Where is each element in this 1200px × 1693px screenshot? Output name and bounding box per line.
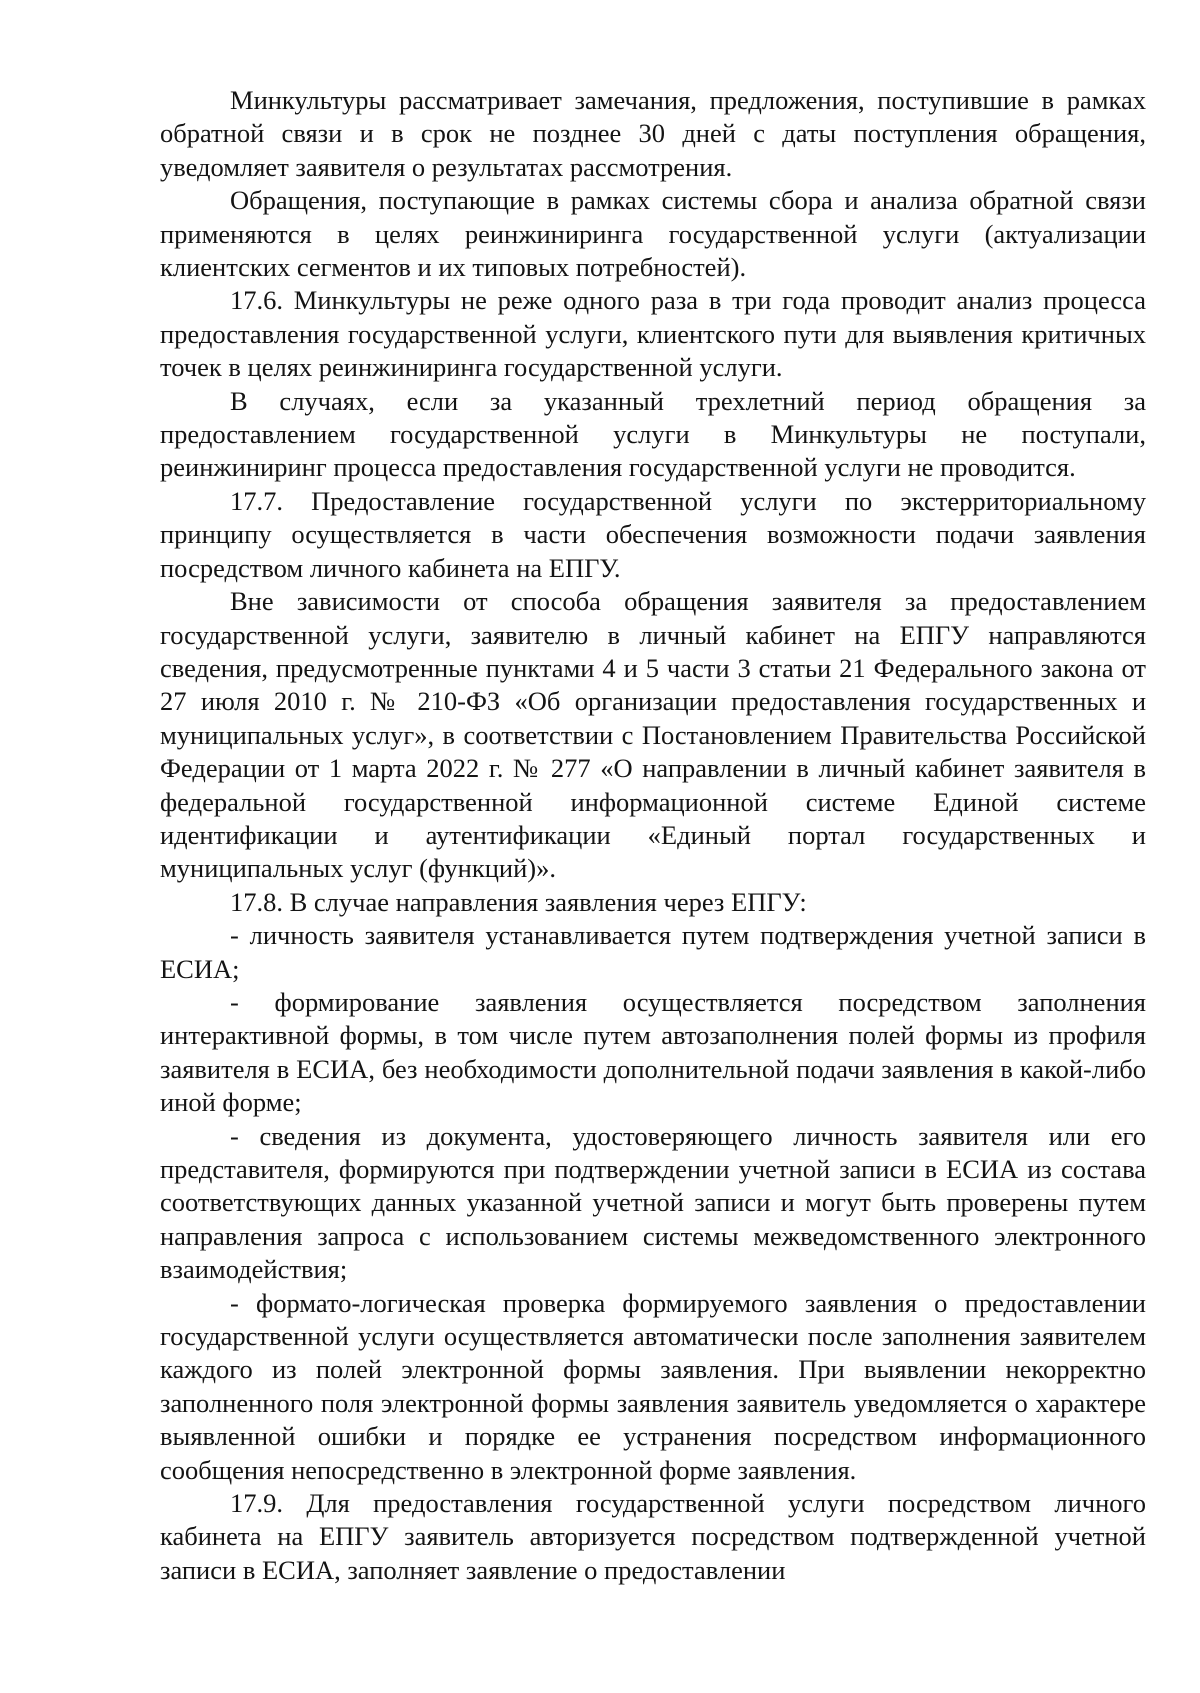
- paragraph-17-6: 17.6. Минкультуры не реже одного раза в три года проводит анализ процесса предоставления государственной услуги, клиентского пути для выявления критичных точек в целях реинжиниринга государственной услуги.: [160, 285, 1146, 383]
- paragraph-epgu-notifications: Вне зависимости от способа обращения заявителя за предоставлением государственной услуги, заявителю в личный кабинет на ЕПГУ направляются сведения, предусмотренные пунктами 4 и 5 части 3 статьи 21 Федерального закона от 27 июля 2010 г. № 210-ФЗ «Об организации предоставления государственных и муниципальных услуг», в соответствии с Постановлением Правительства Российской Федерации от 1 марта 2022 г. № 277 «О направлении в личный кабинет заявителя в федеральной государственной информационной системе Единой системе идентификации и аутентификации «Единый портал государственных и муниципальных услуг (функций)».: [160, 586, 1146, 884]
- paragraph-feedback-review: Минкультуры рассматривает замечания, предложения, поступившие в рамках обратной связи и в срок не позднее 30 дней с даты поступления обращения, уведомляет заявителя о результатах рассмотрения.: [160, 85, 1146, 182]
- paragraph-17-9: 17.9. Для предоставления государственной услуги посредством личного кабинета на ЕПГУ заявитель авторизуется посредством подтвержденной учетной записи в ЕСИА, заполняет заявление о предоставлении: [160, 1488, 1146, 1585]
- paragraph-no-appeals: В случаях, если за указанный трехлетний период обращения за предоставлением государственной услуги в Минкультуры не поступали, реинжиниринг процесса предоставления государственной услуги не проводится.: [160, 385, 1146, 483]
- list-item-form-filling: - формирование заявления осуществляется посредством заполнения интерактивной формы, в том числе путем автозаполнения полей формы из профиля заявителя в ЕСИА, без необходимости дополнительной подачи заявления в какой-либо иной форме;: [160, 986, 1146, 1118]
- list-item-document-data: - сведения из документа, удостоверяющего личность заявителя или его представителя, формируются при подтверждении учетной записи в ЕСИА из состава соответствующих данных указанной учетной записи и могут быть проверены путем направления запроса с использованием системы межведомственного электронного взаимодействия;: [160, 1120, 1146, 1285]
- document-body: [160, 84, 1146, 1587]
- list-item-identity: - личность заявителя устанавливается путем подтверждения учетной записи в ЕСИА;: [160, 920, 1146, 984]
- paragraph-feedback-reengineering: Обращения, поступающие в рамках системы сбора и анализа обратной связи применяются в целях реинжиниринга государственной услуги (актуализации клиентских сегментов и их типовых потребностей).: [160, 185, 1146, 283]
- paragraph-17-8: 17.8. В случае направления заявления через ЕПГУ:: [230, 886, 807, 917]
- paragraph-17-7: 17.7. Предоставление государственной услуги по экстерриториальному принципу осуществляется в части обеспечения возможности подачи заявления посредством личного кабинета на ЕПГУ.: [160, 485, 1146, 583]
- list-item-format-check: - формато-логическая проверка формируемого заявления о предоставлении государственной услуги осуществляется автоматически после заполнения заявителем каждого из полей электронной формы заявления. При выявлении некорректно заполненного поля электронной формы заявления заявитель уведомляется о характере выявленной ошибки и порядке ее устранения посредством информационного сообщения непосредственно в электронной форме заявления.: [160, 1287, 1146, 1485]
